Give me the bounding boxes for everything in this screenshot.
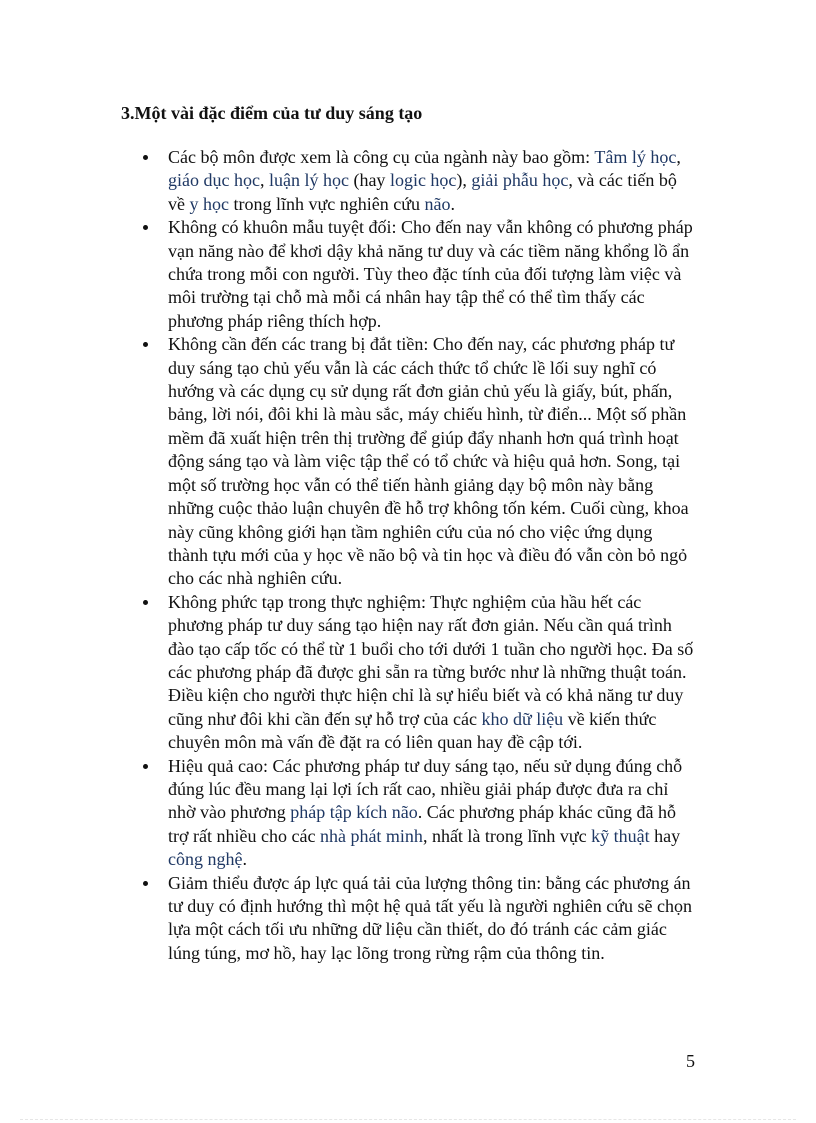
bullet-icon [143, 600, 148, 605]
link-cong-nghe[interactable]: công nghệ [168, 849, 243, 870]
characteristics-list [121, 146, 696, 965]
link-ky-thuat[interactable]: kỹ thuật [591, 825, 650, 846]
link-luan-ly-hoc[interactable]: luận lý học [268, 170, 349, 191]
list-item: Không cần đến các trang bị đắt tiền: Cho đến nay, các phương pháp tư duy sáng tạo chủ yếu vẫn là các cách thức tổ chức lề lối suy nghĩ có hướng và các dụng cụ sử dụng rất đơn giản chủ yếu là giấy, bút, phấn, bảng, lời nói, đôi khi là màu sắc, máy chiếu hình, từ điển... Một số phần mềm đã xuất hiện trên thị trường để giúp đẩy nhanh hơn quá trình hoạt động sáng tạo và làm việc tập thể có tổ chức và hiệu quả hơn. Song, tại một số trường học vẫn có thể tiến hành giảng dạy bộ môn này bằng những cuộc thảo luận chuyên đề hỗ trợ không tốn kém. Cuối cùng, khoa này cũng không giới hạn tầm nghiên cứu của nó cho việc ứng dụng thành tựu mới của y học về não bộ và tin học và điều đó vẫn còn bỏ ngỏ cho các nhà nghiên cứu. [121, 333, 696, 590]
page-number: 5 [686, 1051, 695, 1071]
link-y-hoc[interactable]: y học [189, 193, 229, 214]
link-logic-hoc[interactable]: logic học [389, 170, 457, 191]
list-item: Các bộ môn được xem là công cụ của ngành này bao gồm: Tâm lý học, giáo dục học, luận lý học (hay logic học), giải phẫu học, và các tiến bộ về y học trong lĩnh vực nghiên cứu não. [121, 146, 696, 216]
bullet-icon [143, 881, 148, 886]
bullet-icon [143, 342, 148, 347]
bullet-icon [143, 225, 148, 230]
link-nao[interactable]: não [424, 193, 451, 214]
link-phap-tap-kich-nao[interactable]: pháp tập kích não [290, 802, 418, 823]
page-bottom-divider [20, 1119, 796, 1120]
section-heading: 3.Một vài đặc điểm của tư duy sáng tạo [121, 103, 423, 123]
link-giai-phau-hoc[interactable]: giải phẫu học [471, 170, 569, 191]
bullet-icon [143, 155, 148, 160]
link-kho-du-lieu[interactable]: kho dữ liệu [481, 708, 564, 729]
list-item: Hiệu quả cao: Các phương pháp tư duy sáng tạo, nếu sử dụng đúng chỗ đúng lúc đều mang lại lợi ích rất cao, nhiều giải pháp được đưa ra chỉ nhờ vào phương pháp tập kích não. Các phương pháp khác cũng đã hỗ trợ rất nhiều cho các nhà phát minh, nhất là trong lĩnh vực kỹ thuật hay công nghệ. [121, 755, 696, 872]
link-tam-ly-hoc[interactable]: Tâm lý học [594, 147, 677, 167]
list-item: Không phức tạp trong thực nghiệm: Thực nghiệm của hầu hết các phương pháp tư duy sáng tạo hiện nay rất đơn giản. Nếu cần quá trình đào tạo cấp tốc có thể từ 1 buổi cho tới dưới 1 tuần cho người học. Đa số các phương pháp đã được ghi sẵn ra từng bước như là những thuật toán. Điều kiện cho người thực hiện chỉ là sự hiểu biết và có khả năng tư duy cũng như đôi khi cần đến sự hỗ trợ của các kho dữ liệu về kiến thức chuyên môn mà vấn đề đặt ra có liên quan hay đề cập tới. [121, 591, 696, 755]
link-nha-phat-minh[interactable]: nhà phát minh [319, 825, 423, 846]
bullet-icon [143, 764, 148, 769]
list-item: Giảm thiểu được áp lực quá tải của lượng thông tin: bằng các phương án tư duy có định hướng thì một hệ quả tất yếu là người nghiên cứu sẽ chọn lựa một cách tối ưu những dữ liệu cần thiết, do đó tránh các cảm giác lúng túng, mơ hồ, hay lạc lõng trong rừng rậm của thông tin. [121, 872, 696, 966]
list-item: Không có khuôn mẫu tuyệt đối: Cho đến nay vẫn không có phương pháp vạn năng nào để khơi dậy khả năng tư duy và các tiềm năng khổng lồ ẩn chứa trong mỗi con người. Tùy theo đặc tính của đối tượng làm việc và môi trường tại chỗ mà mỗi cá nhân hay tập thể có thể tìm thấy các phương pháp riêng thích hợp. [121, 216, 696, 333]
link-giao-duc-hoc[interactable]: giáo dục học [168, 170, 260, 191]
